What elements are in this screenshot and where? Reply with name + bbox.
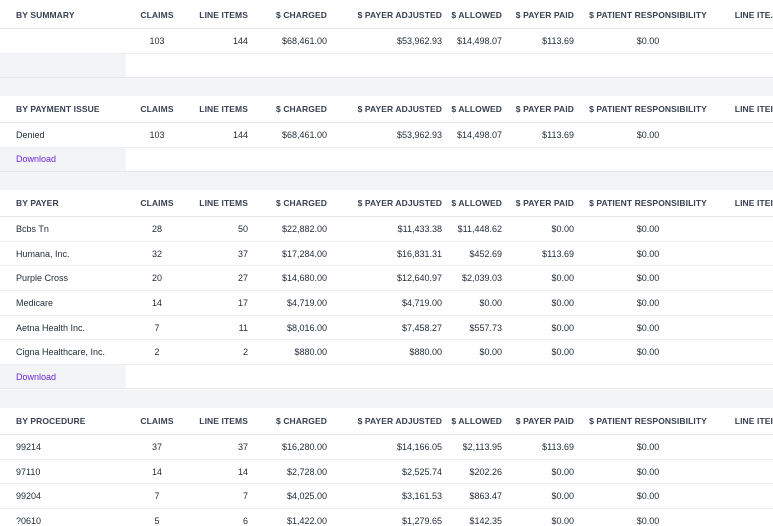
cell-charged: $2,728.00	[286, 466, 327, 477]
cell-line-items: 37	[237, 248, 248, 259]
cell-patient-responsibility: $0.00	[636, 466, 660, 477]
cell-charged: $1,422.00	[286, 515, 327, 526]
cell-patient-responsibility: $0.00	[636, 248, 660, 259]
cell-payer-adjusted: $1,279.65	[401, 515, 442, 526]
cell-payer-adjusted: $2,525.74	[401, 466, 442, 477]
row-label: Aetna Health Inc.	[16, 322, 86, 333]
table-row	[0, 29, 773, 54]
col-allowed[interactable]: $ ALLOWED	[451, 416, 502, 426]
cell-patient-responsibility: $0.00	[636, 491, 660, 502]
row-label: 99204	[16, 491, 42, 502]
payer-footer	[0, 365, 773, 389]
col-line-items-2[interactable]: LINE ITE.	[734, 10, 773, 20]
cell-patient-responsibility: $0.00	[636, 515, 660, 526]
cell-patient-responsibility: $0.00	[636, 129, 660, 140]
cell-allowed: $0.00	[479, 297, 502, 308]
cell-payer-paid: $113.69	[542, 129, 574, 140]
cell-claims: 103	[149, 129, 165, 140]
col-claims[interactable]: CLAIMS	[140, 198, 174, 208]
cell-charged: $880.00	[294, 347, 327, 358]
table-row	[0, 316, 773, 341]
table-row	[0, 291, 773, 316]
section-divider	[0, 172, 773, 190]
col-charged[interactable]: $ CHARGED	[276, 104, 327, 114]
col-line-items-2[interactable]: LINE ITEI	[734, 416, 773, 426]
col-payer-paid[interactable]: $ PAYER PAID	[515, 416, 574, 426]
col-payer-adjusted[interactable]: $ PAYER ADJUSTED	[357, 416, 442, 426]
col-patient-responsibility[interactable]: $ PATIENT RESPONSIBILITY	[589, 104, 707, 114]
summary-footer-cell	[0, 54, 126, 77]
cell-line-items: 11	[238, 322, 248, 333]
col-allowed[interactable]: $ ALLOWED	[451, 104, 502, 114]
cell-charged: $14,680.00	[281, 273, 327, 284]
col-payer-adjusted[interactable]: $ PAYER ADJUSTED	[357, 198, 442, 208]
cell-allowed: $202.26	[469, 466, 502, 477]
cell-patient-responsibility: $0.00	[636, 322, 660, 333]
procedure-title: BY PROCEDURE	[16, 416, 86, 426]
cell-payer-paid: $0.00	[551, 273, 574, 284]
cell-patient-responsibility: $0.00	[636, 347, 660, 358]
row-label: Denied	[16, 129, 45, 140]
cell-payer-adjusted: $16,831.31	[396, 248, 442, 259]
cell-claims: 37	[151, 441, 162, 452]
cell-line-items: 144	[232, 35, 248, 46]
cell-allowed: $14,498.07	[456, 35, 502, 46]
col-allowed[interactable]: $ ALLOWED	[451, 198, 502, 208]
cell-payer-adjusted: $11,433.38	[397, 223, 442, 234]
col-claims[interactable]: CLAIMS	[140, 104, 174, 114]
col-patient-responsibility[interactable]: $ PATIENT RESPONSIBILITY	[589, 10, 707, 20]
cell-line-items: 17	[237, 297, 248, 308]
cell-claims: 28	[151, 223, 162, 234]
table-row	[0, 435, 773, 460]
cell-payer-paid: $0.00	[551, 466, 574, 477]
table-row	[0, 509, 773, 526]
cell-claims: 7	[154, 322, 160, 333]
row-label: Cigna Healthcare, Inc.	[16, 347, 106, 358]
cell-claims: 14	[151, 297, 162, 308]
cell-line-items: 144	[232, 129, 248, 140]
cell-patient-responsibility: $0.00	[636, 273, 660, 284]
cell-payer-paid: $0.00	[551, 223, 574, 234]
table-row	[0, 217, 773, 242]
cell-payer-paid: $0.00	[551, 322, 574, 333]
cell-charged: $4,025.00	[286, 491, 327, 502]
row-label: 97110	[16, 466, 41, 477]
row-label: Humana, Inc.	[16, 248, 70, 259]
payer-title: BY PAYER	[16, 198, 59, 208]
cell-allowed: $142.35	[469, 515, 502, 526]
cell-payer-adjusted: $14,166.05	[396, 441, 442, 452]
cell-allowed: $0.00	[479, 347, 502, 358]
payment-issue-title: BY PAYMENT ISSUE	[16, 104, 100, 114]
cell-payer-paid: $113.69	[542, 441, 574, 452]
cell-claims: 103	[149, 35, 165, 46]
col-allowed[interactable]: $ ALLOWED	[451, 10, 502, 20]
cell-payer-adjusted: $12,640.97	[396, 273, 442, 284]
cell-claims: 14	[151, 466, 162, 477]
cell-payer-paid: $113.69	[542, 248, 574, 259]
payment-issue-header-row	[0, 96, 773, 123]
table-row	[0, 266, 773, 291]
summary-header-row	[0, 2, 773, 29]
cell-allowed: $2,039.03	[461, 273, 502, 284]
cell-allowed: $863.47	[469, 491, 502, 502]
cell-claims: 20	[151, 273, 162, 284]
cell-payer-paid: $0.00	[551, 491, 574, 502]
cell-charged: $4,719.00	[286, 297, 327, 308]
section-divider	[0, 78, 773, 96]
cell-payer-adjusted: $880.00	[409, 347, 442, 358]
cell-allowed: $452.69	[469, 248, 502, 259]
cell-allowed: $11,448.62	[457, 223, 502, 234]
cell-patient-responsibility: $0.00	[636, 297, 660, 308]
cell-payer-adjusted: $7,458.27	[401, 322, 442, 333]
row-label: ?0610	[16, 515, 42, 526]
col-line-items[interactable]: LINE ITEMS	[199, 104, 248, 114]
summary-title: BY SUMMARY	[16, 10, 75, 20]
table-row	[0, 460, 773, 485]
section-divider	[0, 390, 773, 408]
row-label: Medicare	[16, 297, 54, 308]
col-charged[interactable]: $ CHARGED	[276, 10, 327, 20]
cell-claims: 2	[154, 347, 160, 358]
col-payer-paid[interactable]: $ PAYER PAID	[515, 104, 574, 114]
col-claims[interactable]: CLAIMS	[140, 10, 174, 20]
cell-payer-paid: $113.69	[542, 35, 574, 46]
table-row	[0, 340, 773, 365]
cell-payer-adjusted: $53,962.93	[396, 35, 442, 46]
cell-patient-responsibility: $0.00	[636, 223, 660, 234]
cell-charged: $8,016.00	[286, 322, 327, 333]
cell-allowed: $14,498.07	[456, 129, 502, 140]
cell-line-items: 7	[242, 491, 248, 502]
cell-allowed: $557.73	[469, 322, 502, 333]
col-line-items-2[interactable]: LINE ITEI	[734, 104, 773, 114]
payer-section	[0, 190, 773, 389]
col-charged[interactable]: $ CHARGED	[276, 416, 327, 426]
payer-header-row	[0, 190, 773, 217]
col-payer-paid[interactable]: $ PAYER PAID	[515, 10, 574, 20]
row-label	[0, 29, 126, 53]
table-row	[0, 123, 773, 148]
procedure-header-row	[0, 408, 773, 435]
col-claims[interactable]: CLAIMS	[140, 416, 174, 426]
col-line-items[interactable]: LINE ITEMS	[199, 198, 248, 208]
cell-claims: 32	[151, 248, 162, 259]
download-link[interactable]: Download	[0, 365, 126, 388]
download-link[interactable]: Download	[0, 148, 126, 171]
summary-section	[0, 2, 773, 78]
cell-payer-paid: $0.00	[551, 515, 574, 526]
cell-line-items: 6	[242, 515, 248, 526]
row-label: 99214	[16, 441, 42, 452]
row-label: Purple Cross	[16, 273, 69, 284]
cell-payer-adjusted: $4,719.00	[401, 297, 442, 308]
payment-issue-section	[0, 96, 773, 172]
cell-allowed: $2,113.95	[462, 441, 502, 452]
col-line-items[interactable]: LINE ITEMS	[199, 416, 248, 426]
table-row	[0, 242, 773, 267]
col-payer-adjusted[interactable]: $ PAYER ADJUSTED	[357, 10, 442, 20]
cell-payer-adjusted: $53,962.93	[396, 129, 442, 140]
cell-claims: 5	[154, 515, 160, 526]
procedure-section	[0, 408, 773, 526]
col-payer-paid[interactable]: $ PAYER PAID	[515, 198, 574, 208]
cell-line-items: 2	[242, 347, 248, 358]
cell-patient-responsibility: $0.00	[636, 35, 660, 46]
cell-payer-adjusted: $3,161.53	[401, 491, 442, 502]
cell-charged: $16,280.00	[281, 441, 327, 452]
col-payer-adjusted[interactable]: $ PAYER ADJUSTED	[357, 104, 442, 114]
cell-payer-paid: $0.00	[551, 297, 574, 308]
col-line-items-2[interactable]: LINE ITEI	[734, 198, 773, 208]
col-patient-responsibility[interactable]: $ PATIENT RESPONSIBILITY	[589, 416, 707, 426]
cell-charged: $68,461.00	[281, 129, 327, 140]
summary-footer	[0, 54, 773, 78]
row-label: Bcbs Tn	[16, 223, 49, 234]
cell-line-items: 50	[237, 223, 248, 234]
col-charged[interactable]: $ CHARGED	[276, 198, 327, 208]
cell-payer-paid: $0.00	[551, 347, 574, 358]
cell-charged: $17,284.00	[281, 248, 327, 259]
table-row	[0, 484, 773, 509]
cell-charged: $22,882.00	[281, 223, 327, 234]
col-line-items[interactable]: LINE ITEMS	[199, 10, 248, 20]
cell-line-items: 14	[237, 466, 248, 477]
cell-claims: 7	[154, 491, 160, 502]
cell-line-items: 27	[237, 273, 248, 284]
col-patient-responsibility[interactable]: $ PATIENT RESPONSIBILITY	[589, 198, 707, 208]
cell-line-items: 37	[237, 441, 248, 452]
cell-charged: $68,461.00	[281, 35, 327, 46]
payment-issue-footer	[0, 148, 773, 172]
cell-patient-responsibility: $0.00	[636, 441, 660, 452]
